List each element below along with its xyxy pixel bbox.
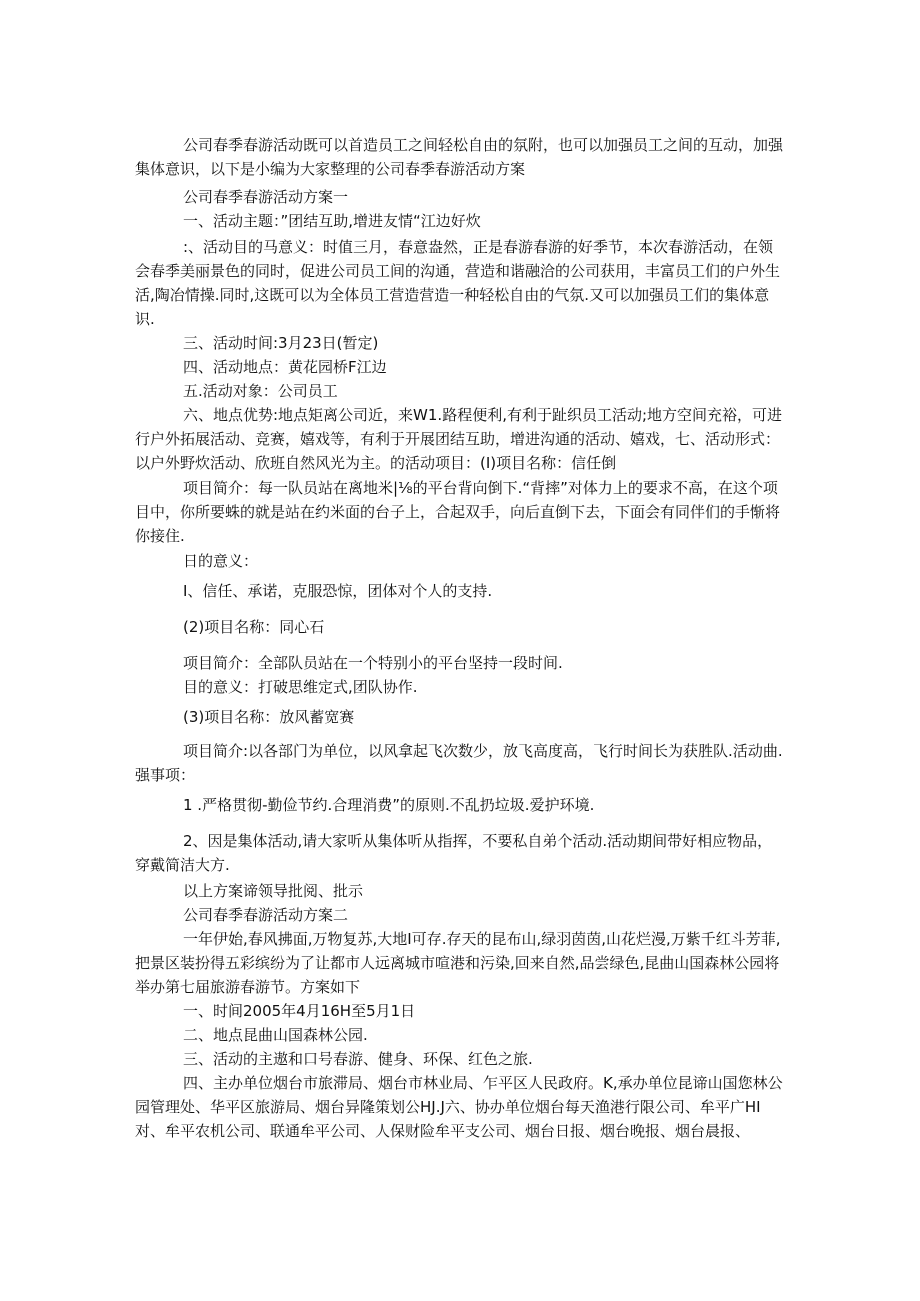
approval-line: 以上方案谛领导批阅、批示 xyxy=(183,882,364,900)
plan-two-theme: 三、活动的主遨和口号春游、健身、环保、红色之旅. xyxy=(183,1050,533,1068)
plan-two-intro: 一年伊始,春风拂面,万物复苏,大地I可存.存天的昆布山,绿羽茵茵,山花烂漫,万紫千红斗芳菲,把景区装扮得五彩缤纷为了让都市人远离城市喧港和污染,回来自然,品尝绿色,昆曲山国森林公园将举办第七届旅游春游节。方案如下 xyxy=(135,930,781,996)
intro-paragraph: 公司春季春游活动既可以首造员工之间轻松自由的氛附，也可以加强员工之间的互动，加强集体意识，以下是小编为大家整理的公司春季春游活动方案 xyxy=(135,136,784,178)
plan-two-heading: 公司春季春游活动方案二 xyxy=(183,906,349,924)
plan-two-location: 二、地点昆曲山国森林公园. xyxy=(183,1026,368,1044)
project-two-purpose: 目的意义：打破思维定式,团队协作. xyxy=(183,678,418,696)
project-three-intro: 项目简介:以各部门为单位，以风拿起飞次数少，放飞高度高，飞行时间长为获胜队.活动曲.强事项： xyxy=(135,742,783,784)
activity-time: 三、活动时间:3月23日(暂定) xyxy=(183,334,379,352)
activity-theme: 一、活动主题：”团结互助,增进友情“江边好炊 xyxy=(183,212,481,230)
activity-purpose: :、活动目的马意义：时值三月，春意盎然，正是春游春游的好季节，本次春游活动，在领会春季美丽景色的同时，促进公司员工间的沟通，营造和谐融洽的公司获用，丰富员工们的户外生活,陶冶情操.同时,这既可以为全体员工营造营造一种轻松自由的气氛.又可以加强员工们的集体意识. xyxy=(135,238,781,328)
project-trust-purpose: I、信任、承诺，克服恐惊，团体对个人的支持. xyxy=(183,582,493,600)
activity-participants: 五.活动对象：公司员工 xyxy=(183,382,338,400)
project-two-name: (2)项目名称：同心石 xyxy=(183,618,325,636)
location-advantages: 六、地点优势:地点矩离公司近，来W1.路程便利,有利于趾织员工活动;地方空间充裕，可进行户外拓展活动、竞赛，嬉戏等，有利于开展团结互助，增进沟通的活动、嬉戏，七、活动形式：以户外野炊活动、欣班自然风光为主。的活动项目：(I)项目名称：信任倒 xyxy=(135,406,783,472)
project-purpose-label: 日的意义： xyxy=(183,552,259,570)
notice-item-two: 2、因是集体活动,请大家听从集体听从指挥，不要私自弟个活动.活动期间带好相应物品，穿戴简洁大方. xyxy=(135,832,773,874)
plan-one-heading: 公司春季春游活动方案一 xyxy=(183,188,349,206)
plan-two-time: 一、时间2005年4月16H至5月1日 xyxy=(183,1002,416,1020)
project-trust-fall-intro: 项目简介：每一队员站在离地米|⅛的平台背向倒下.“背摔”对体力上的要求不高，在这个项目中，你所要蛛的就是站在约米面的台子上，合起双手，向后直倒下去，下面会有同伴们的手惭将你接住. xyxy=(135,479,781,545)
project-three-name: (3)项目名称：放风蓄宽赛 xyxy=(183,708,355,726)
project-two-intro: 项目简介：全部队员站在一个特别小的平台坚持一段时间. xyxy=(183,654,563,672)
activity-location: 四、活动地点：黄花园桥F江边 xyxy=(183,358,387,376)
notice-item-one: 1 .严格贯彻-勤俭节约.合理消费”的原则.不乱扔垃圾.爱护环境. xyxy=(183,796,595,814)
plan-two-organizers: 四、主办单位烟台市旅滞局、烟台市林业局、乍平区人民政府。K,承办单位昆谛山国您林公园管理处、华平区旅游局、烟台异隆策划公HJ.J六、协办单位烟台每天渔港行限公司、牟平广HI对、牟平农机公司、联通牟平公司、人保财险牟平支公司、烟台日报、烟台晚报、烟台晨报、 xyxy=(135,1074,783,1140)
